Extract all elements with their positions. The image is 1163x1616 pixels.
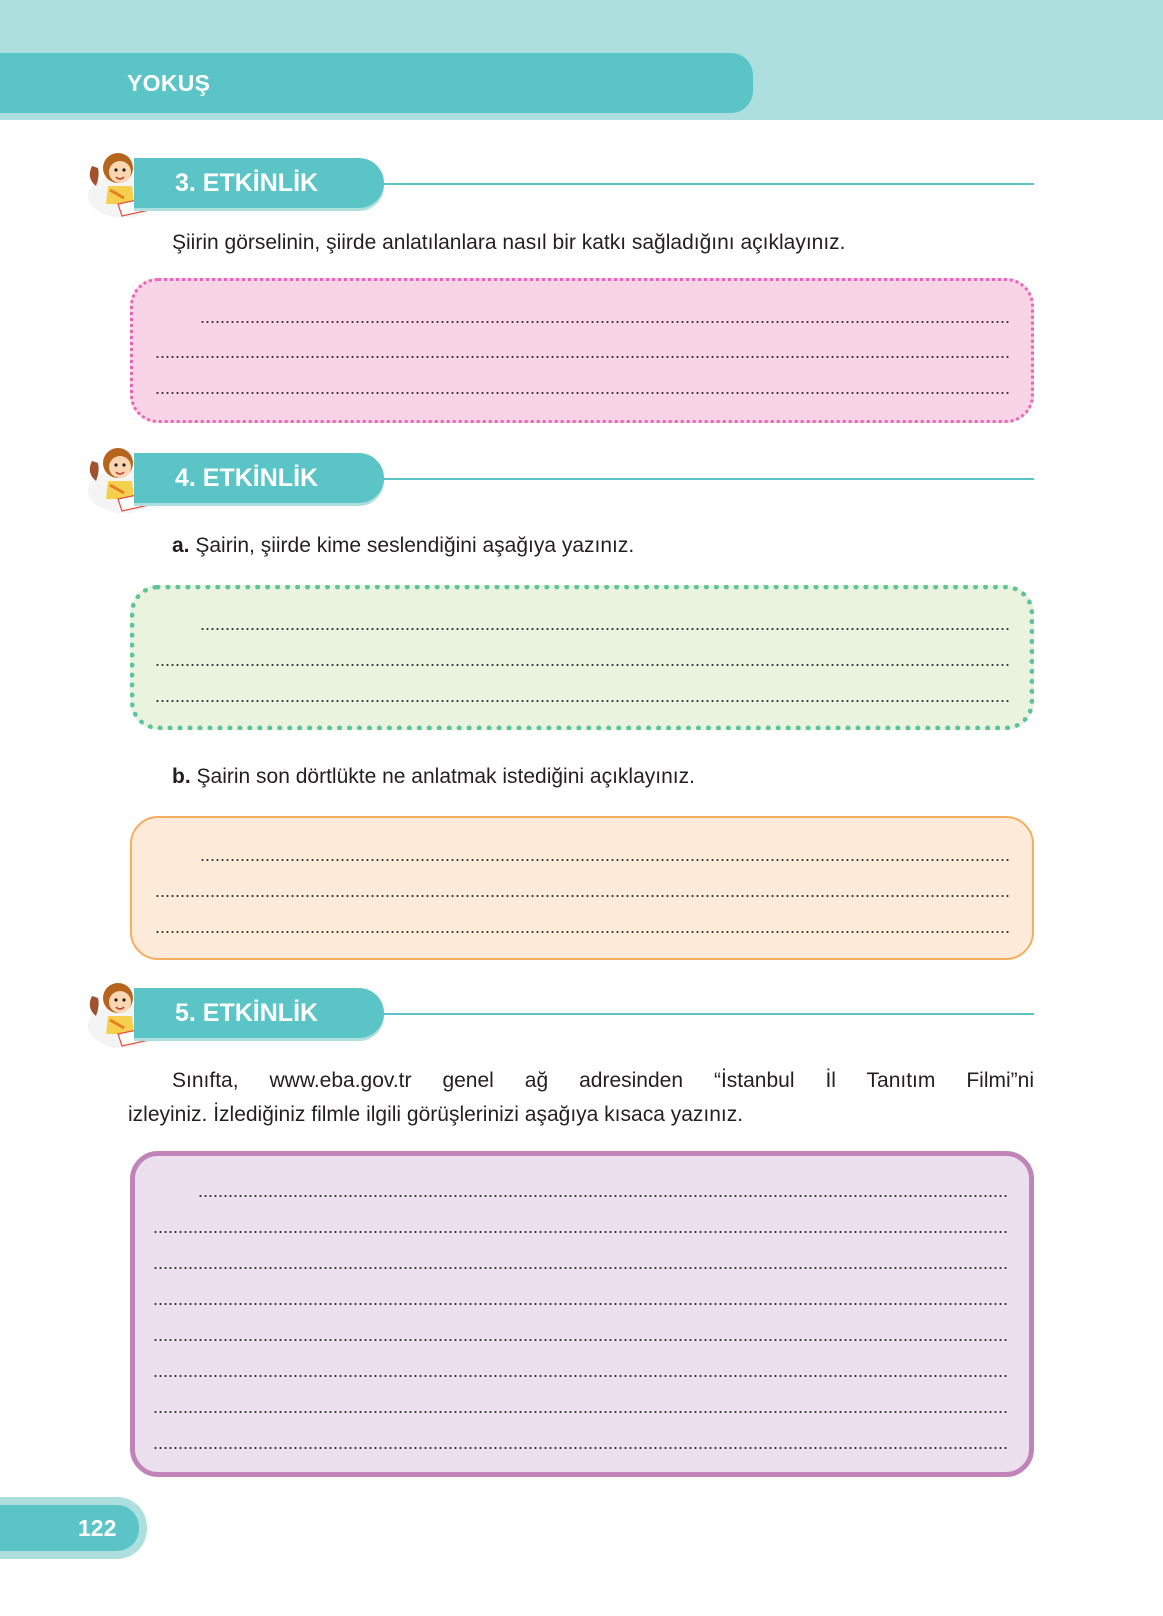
activity-3-rule <box>384 183 1034 185</box>
header-band-underline <box>0 113 753 120</box>
answer-line[interactable] <box>153 1447 1008 1449</box>
part-label: b. <box>172 765 191 788</box>
answer-line[interactable] <box>200 628 1010 630</box>
activity-5-instruction-line2: izleyiniz. İzlediğiniz filmle ilgili görüşlerinizi aşağıya kısaca yazınız. <box>128 1103 744 1126</box>
answer-line[interactable] <box>153 1339 1008 1341</box>
answer-line[interactable] <box>153 1411 1008 1413</box>
activity-4-header <box>84 441 1034 521</box>
activity-4-title: 4. ETKİNLİK <box>175 464 319 492</box>
unit-title: YOKUŞ <box>127 70 211 96</box>
answer-line[interactable] <box>155 392 1010 394</box>
answer-line[interactable] <box>155 700 1010 702</box>
activity-3-instruction: Şiirin görselinin, şiirde anlatılanlara nasıl bir katkı sağladığını açıklayınız. <box>172 231 846 254</box>
activity-3-title: 3. ETKİNLİK <box>175 169 319 197</box>
part-label: a. <box>172 534 190 557</box>
unit-title-tab <box>0 53 753 113</box>
activity-5-answer-box[interactable] <box>130 1151 1034 1477</box>
activity-5-header <box>84 976 1034 1056</box>
page-number: 122 <box>78 1515 117 1541</box>
activity-4-rule <box>384 478 1034 480</box>
activity-3-answer-box[interactable] <box>130 278 1034 423</box>
activity-3-header <box>84 146 1034 226</box>
activity-4a-answer-box[interactable] <box>130 585 1034 730</box>
answer-line[interactable] <box>153 1231 1008 1233</box>
answer-line[interactable] <box>153 1267 1008 1269</box>
answer-line[interactable] <box>155 664 1010 666</box>
activity-5-rule <box>384 1013 1034 1015</box>
activity-4b-answer-box[interactable] <box>130 816 1034 960</box>
activity-3-title-pill <box>134 158 384 208</box>
answer-line[interactable] <box>153 1375 1008 1377</box>
answer-line[interactable] <box>155 931 1010 933</box>
activity-5-instruction-line1: Sınıfta, www.eba.gov.tr genel ağ adresinden “İstanbul İl Tanıtım Filmi”ni <box>172 1069 1034 1092</box>
answer-line[interactable] <box>153 1303 1008 1305</box>
part-text: Şairin, şiirde kime seslendiğini aşağıya yazınız. <box>195 534 635 557</box>
answer-line[interactable] <box>200 859 1010 861</box>
page-number-inner <box>0 1505 139 1551</box>
answer-line[interactable] <box>198 1195 1008 1197</box>
activity-4a-instruction <box>172 529 634 562</box>
page-number-tab <box>0 1497 147 1559</box>
activity-5-title-pill <box>134 988 384 1038</box>
answer-line[interactable] <box>155 895 1010 897</box>
activity-4-title-pill <box>134 453 384 503</box>
answer-line[interactable] <box>155 356 1010 358</box>
activity-4b-instruction <box>172 760 695 793</box>
part-text: Şairin son dörtlükte ne anlatmak istediğini açıklayınız. <box>196 765 695 788</box>
answer-line[interactable] <box>200 321 1010 323</box>
activity-5-title: 5. ETKİNLİK <box>175 999 319 1027</box>
